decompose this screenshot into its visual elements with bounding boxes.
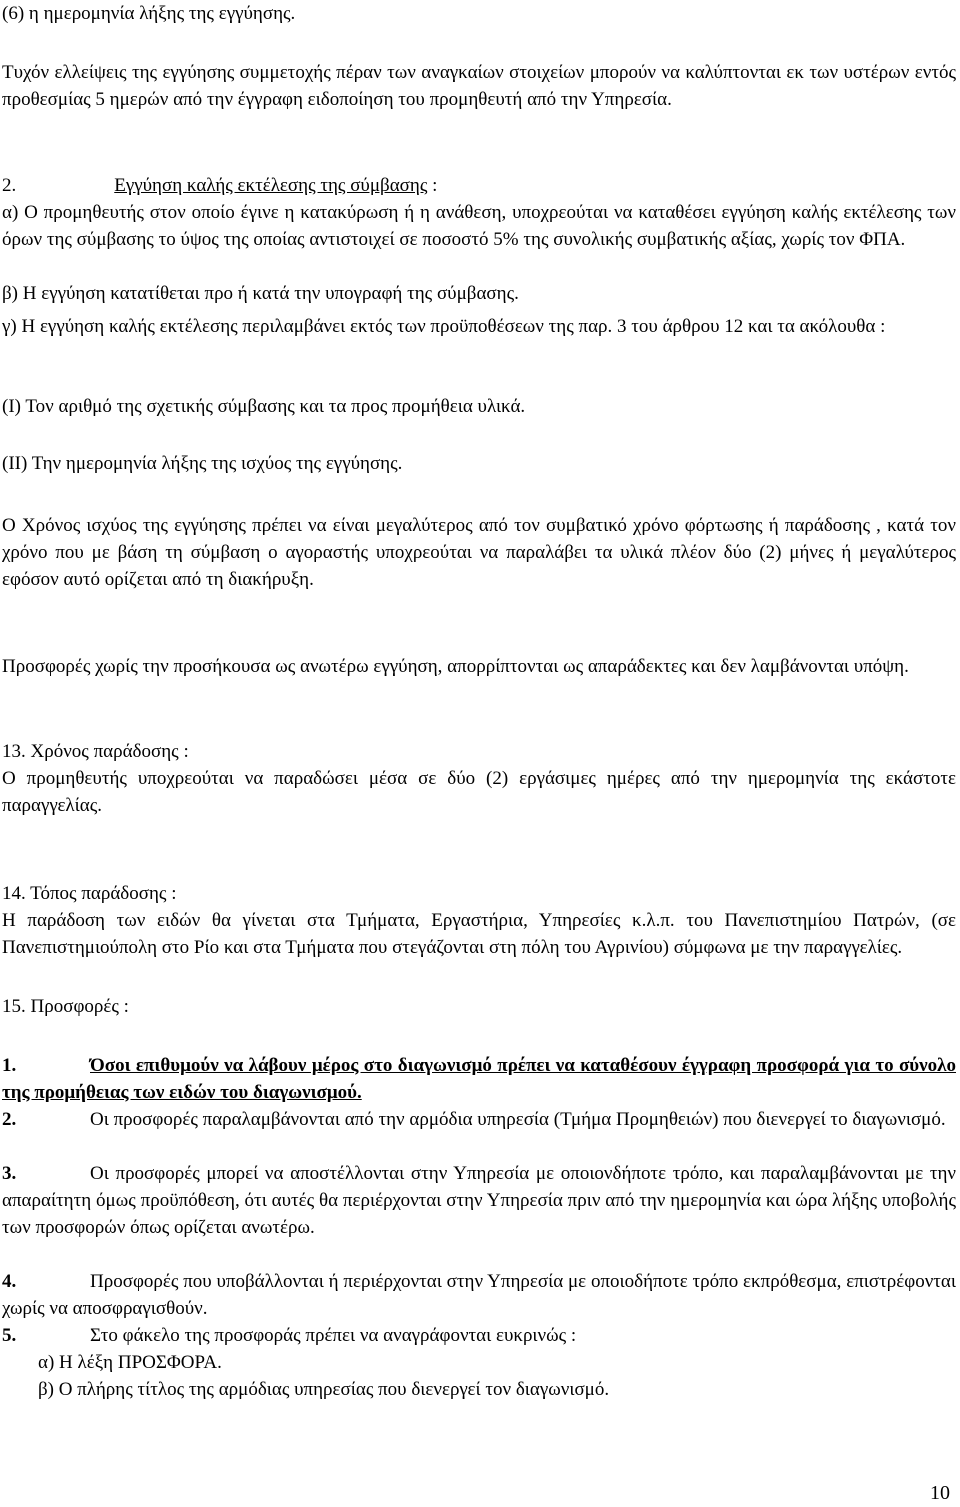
offer-item-3-number: 3. (2, 1163, 17, 1184)
offer-item-4 (2, 1268, 956, 1322)
offer-item-5-text: Στο φάκελο της προσφοράς πρέπει να αναγράφονται ευκρινώς : (90, 1325, 577, 1346)
offer-item-2-text: Οι προσφορές παραλαμβάνονται από την αρμόδια υπηρεσία (Τμήμα Προμηθειών) που διενεργεί το διαγωνισμό. (90, 1109, 946, 1130)
offer-item-5-number: 5. (2, 1325, 17, 1346)
section-2-a: α) Ο προμηθευτής στον οποίο έγινε η κατακύρωση ή η ανάθεση, υποχρεούται να καταθέσει εγγύηση καλής εκτέλεσης των όρων της σύμβασης το ύψος της οποίας αντιστοιχεί σε ποσοστό 5% της συνολικής συμβατικής αξίας, χωρίς τον ΦΠΑ. (2, 202, 956, 250)
section-2-i: (Ι) Τον αριθμό της σχετικής σύμβασης και τα προς προμήθεια υλικά. (2, 396, 526, 417)
section-2-title: Εγγύηση καλής εκτέλεσης της σύμβασης (114, 175, 428, 196)
section-2-ii: (ΙΙ) Την ημερομηνία λήξης της ισχύος της εγγύησης. (2, 453, 403, 474)
section-15-title: 15. Προσφορές : (2, 996, 129, 1017)
offer-item-5 (2, 1322, 956, 1349)
section-2-c: γ) Η εγγύηση καλής εκτέλεσης περιλαμβάνει εκτός των προϋποθέσεων της παρ. 3 του άρθρου 12 και τα ακόλουθα : (2, 316, 886, 337)
envelope-sub-a: α) Η λέξη ΠΡΟΣΦΟΡΑ. (38, 1352, 222, 1373)
deficiency-paragraph: Τυχόν ελλείψεις της εγγύησης συμμετοχής πέραν των αναγκαίων στοιχείων μπορούν να καλύπτονται εκ των υστέρων εντός προθεσμίας 5 ημερών από την έγγραφη ειδοποίηση του προμηθευτή από την Υπηρεσία. (2, 62, 956, 110)
section-13-body: Ο προμηθευτής υποχρεούται να παραδώσει μέσα σε δύο (2) εργάσιμες ημέρες από την ημερομηνία της εκάστοτε παραγγελίας. (2, 768, 956, 816)
offer-item-4-number: 4. (2, 1271, 17, 1292)
rejection-paragraph: Προσφορές χωρίς την προσήκουσα ως ανωτέρω εγγύηση, απορρίπτονται ως απαράδεκτες και δεν λαμβάνονται υπόψη. (2, 656, 909, 677)
offer-item-3 (2, 1160, 956, 1241)
offer-item-3-text: Οι προσφορές μπορεί να αποστέλλονται στην Υπηρεσία με οποιονδήποτε τρόπο, και παραλαμβάνονται με την απαραίτητη όμως προϋπόθεση, ότι αυτές θα περιέρχονται στην Υπηρεσία πριν από την ημερομηνία και ώρα λήξης υποβολής των προσφορών όπως ορίζεται ανωτέρω. (2, 1163, 956, 1238)
offer-item-1-text: Όσοι επιθυμούν να λάβουν μέρος στο διαγωνισμό πρέπει να καταθέσουν έγγραφη προσφορά για το σύνολο της προμήθειας των ειδών του διαγωνισμού. (2, 1055, 956, 1103)
section-14-title: 14. Τόπος παράδοσης : (2, 883, 177, 904)
section-2-heading (2, 172, 956, 199)
offer-item-4-text: Προσφορές που υποβάλλονται ή περιέρχονται στην Υπηρεσία με οποιοδήποτε τρόπο εκπρόθεσμα, επιστρέφονται χωρίς να αποσφραγισθούν. (2, 1271, 956, 1319)
offer-item-1-number: 1. (2, 1055, 17, 1076)
section-13-title: 13. Χρόνος παράδοσης : (2, 741, 189, 762)
guarantee-item-6: (6) η ημερομηνία λήξης της εγγύησης. (2, 3, 296, 24)
section-2-number: 2. (2, 175, 17, 196)
validity-paragraph: Ο Χρόνος ισχύος της εγγύησης πρέπει να είναι μεγαλύτερος από τον συμβατικό χρόνο φόρτωσης ή παράδοσης , κατά τον χρόνο που με βάση τη σύμβαση ο αγοραστής υποχρεούται να παραλάβει τα υλικά πλέον δύο (2) μήνες ή μεγαλύτερος εφόσον αυτό ορίζεται από τη διακήρυξη. (2, 515, 956, 590)
section-14-body: Η παράδοση των ειδών θα γίνεται στα Τμήματα, Εργαστήρια, Υπηρεσίες κ.λ.π. του Πανεπιστημίου Πατρών, (σε Πανεπιστημιούπολη στο Ρίο και στα Τμήματα που στεγάζονται στη πόλη του Αγρινίου) σύμφωνα με την παραγγελίες. (2, 910, 956, 958)
page-number: 10 (930, 1482, 950, 1504)
section-2-b: β) Η εγγύηση κατατίθεται προ ή κατά την υπογραφή της σύμβασης. (2, 283, 519, 304)
section-2-colon: : (427, 175, 438, 196)
offer-item-2 (2, 1106, 956, 1133)
offer-item-1 (2, 1052, 956, 1106)
offer-item-2-number: 2. (2, 1109, 17, 1130)
envelope-sub-b: β) Ο πλήρης τίτλος της αρμόδιας υπηρεσίας που διενεργεί τον διαγωνισμό. (38, 1379, 610, 1400)
